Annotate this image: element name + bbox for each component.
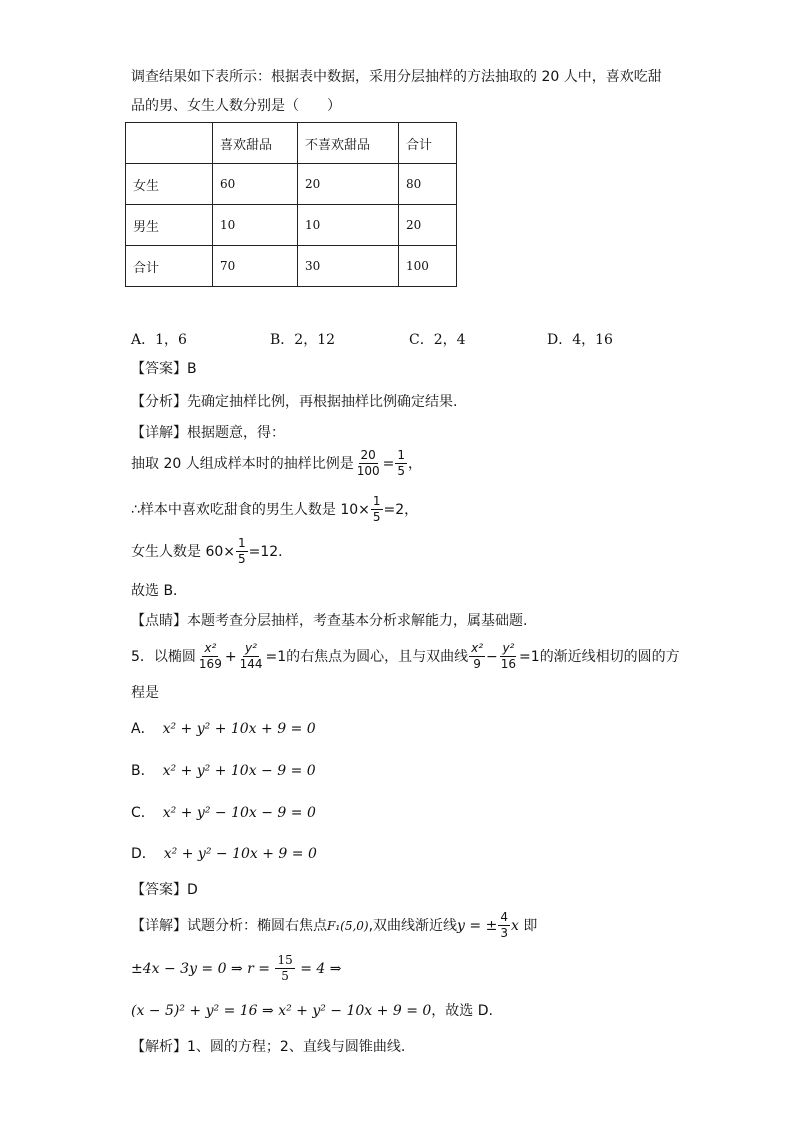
table-header-cell: 合计	[399, 123, 457, 164]
survey-table	[125, 122, 457, 287]
fraction-denominator: 5	[238, 551, 246, 566]
fraction-numerator: x²	[204, 641, 217, 655]
option-label: A．	[131, 721, 155, 737]
q4-step2	[131, 496, 418, 524]
q5-option-d	[131, 847, 317, 861]
fraction	[498, 911, 510, 939]
equals-one: =1	[265, 649, 287, 666]
detail-tag: 【详解】	[131, 425, 187, 441]
fraction-numerator: 15	[277, 953, 293, 967]
fraction-denominator: 5	[281, 968, 289, 983]
equation-part: = 4 ⇒	[295, 961, 342, 978]
table-cell: 100	[399, 246, 457, 287]
fraction-denominator: 9	[473, 656, 481, 671]
table-row	[126, 205, 457, 246]
fraction-numerator: 1	[372, 494, 381, 508]
table-header-cell: 喜欢甜品	[213, 123, 298, 164]
table-cell: 10	[298, 205, 399, 246]
step2-text: ∴样本中喜欢吃甜食的男生人数是 10×	[131, 502, 370, 519]
fraction-numerator: 4	[500, 910, 508, 924]
equals-one: =1	[519, 649, 540, 666]
q4-option-d: D．4，16	[547, 332, 613, 348]
option-expression: x² + y² − 10x − 9 = 0	[162, 805, 316, 821]
comment-tag: 【点睛】	[131, 613, 187, 629]
q5-stem-mid: 的右焦点为圆心，且与双曲线	[286, 649, 469, 666]
fraction	[275, 954, 294, 982]
fraction	[371, 495, 383, 523]
fraction-denominator: 144	[239, 656, 263, 671]
table-header-cell: 不喜欢甜品	[298, 123, 399, 164]
table-row	[126, 246, 457, 287]
fraction-numerator: x²	[471, 641, 484, 655]
step1-text: 抽取 20 人组成样本时的抽样比例是	[131, 456, 354, 473]
option-expression: x² + y² − 10x + 9 = 0	[163, 846, 317, 862]
table-header-cell	[126, 123, 213, 164]
q4-step3	[131, 538, 292, 566]
table-cell: 男生	[126, 205, 213, 246]
minus-sign: −	[486, 649, 498, 666]
fraction	[238, 642, 265, 670]
q5-stem-line2: 程是	[131, 685, 159, 701]
fraction	[469, 642, 485, 670]
fraction-denominator: 100	[356, 463, 380, 478]
q4-intro-line1: 调查结果如下表所示：根据表中数据，采用分层抽样的方法抽取的 20 人中，喜欢吃甜	[131, 69, 662, 85]
table-cell: 20	[399, 205, 457, 246]
option-label: C．	[131, 805, 155, 821]
table-cell: 80	[399, 164, 457, 205]
table-cell: 60	[213, 164, 298, 205]
fraction-denominator: 5	[372, 509, 381, 524]
q4-comment	[131, 614, 527, 628]
detail-text: 即	[518, 918, 538, 935]
table-cell: 70	[213, 246, 298, 287]
q5-stem-prefix: 5．以椭圆	[131, 649, 196, 666]
q4-analysis	[131, 395, 457, 409]
q5-stem	[131, 643, 680, 671]
focus-point: F₁(5,0)	[327, 919, 369, 934]
equation-part: ±4x − 3y = 0 ⇒ r =	[131, 961, 275, 978]
q5-detail-line3	[131, 1004, 493, 1018]
detail-text: ,双曲线渐近线	[368, 918, 458, 935]
step3-text: 女生人数是 60×	[131, 544, 235, 561]
detail-text: 根据题意，得：	[187, 425, 285, 441]
answer-tag: 【答案】	[131, 882, 187, 898]
equals-sign: =	[382, 456, 395, 473]
table-cell: 20	[298, 164, 399, 205]
analysis-tag: 【分析】	[131, 394, 187, 410]
q5-option-b	[131, 764, 316, 778]
table-cell: 10	[213, 205, 298, 246]
q4-option-a: A．1，6	[131, 332, 187, 348]
equation: (x − 5)² + y² = 16 ⇒ x² + y² − 10x + 9 = 0	[131, 1003, 432, 1019]
fraction-denominator: 5	[397, 463, 405, 478]
equation-tail: ，故选 D.	[431, 1003, 493, 1019]
step2-tail: =2，	[383, 502, 419, 519]
fraction-numerator: y²	[245, 641, 257, 655]
option-label: B．	[131, 763, 155, 779]
fraction-denominator: 16	[500, 656, 517, 671]
fraction	[499, 642, 518, 670]
q5-stem-suffix: 的渐近线相切的圆的方	[539, 649, 680, 666]
analysis-tag: 【解析】	[131, 1039, 187, 1055]
q5-option-a	[131, 722, 316, 736]
plus-sign: +	[224, 649, 237, 666]
table-cell: 合计	[126, 246, 213, 287]
answer-value: B	[187, 361, 197, 377]
q4-option-b: B．2，12	[270, 332, 336, 348]
table-row	[126, 164, 457, 205]
fraction-numerator: 1	[397, 448, 405, 462]
q4-detail	[131, 426, 285, 440]
q4-step1	[131, 450, 422, 478]
answer-tag: 【答案】	[131, 361, 187, 377]
q4-conclusion: 故选 B．	[131, 583, 188, 599]
option-expression: x² + y² + 10x − 9 = 0	[162, 763, 316, 779]
q5-detail-line2	[131, 955, 341, 983]
q5-option-c	[131, 806, 316, 820]
fraction-numerator: y²	[502, 641, 515, 655]
fraction	[236, 537, 248, 565]
option-expression: x² + y² + 10x + 9 = 0	[162, 721, 316, 737]
step1-tail: ，	[408, 456, 422, 473]
fraction-numerator: 20	[360, 448, 376, 462]
comment-text: 本题考查分层抽样，考查基本分析求解能力，属基础题.	[187, 613, 528, 629]
asymptote-x: x	[510, 918, 519, 935]
q4-answer	[131, 362, 197, 376]
q4-option-c: C．2，4	[409, 332, 466, 348]
answer-value: D	[187, 882, 198, 898]
fraction-denominator: 169	[198, 656, 222, 671]
analysis-text: 1、圆的方程；2、直线与圆锥曲线.	[187, 1039, 406, 1055]
q5-analysis	[131, 1040, 405, 1054]
q5-answer	[131, 883, 198, 897]
fraction-denominator: 3	[500, 925, 508, 940]
option-label: D．	[131, 846, 156, 862]
asymptote-lhs: y = ±	[457, 918, 498, 935]
detail-tag: 【详解】	[131, 918, 187, 935]
fraction	[395, 449, 407, 477]
table-cell: 30	[298, 246, 399, 287]
analysis-text: 先确定抽样比例，再根据抽样比例确定结果.	[187, 394, 458, 410]
q5-detail-line1	[131, 912, 537, 940]
fraction-numerator: 1	[238, 536, 246, 550]
table-cell: 女生	[126, 164, 213, 205]
fraction	[197, 642, 224, 670]
table-header-row	[126, 123, 457, 164]
q4-intro-line2: 品的男、女生人数分别是（ ）	[131, 98, 341, 114]
fraction	[355, 449, 382, 477]
step3-tail: =12．	[248, 544, 293, 561]
detail-text: 试题分析：椭圆右焦点	[187, 918, 327, 935]
